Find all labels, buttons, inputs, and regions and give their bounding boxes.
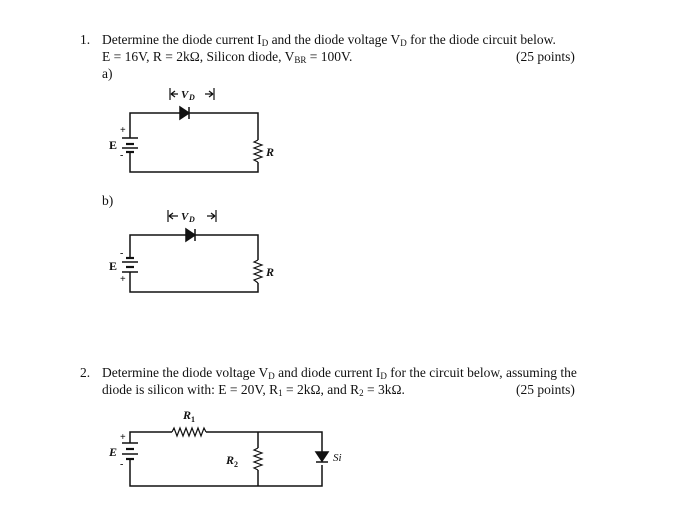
circuit-2-diode-icon — [316, 452, 328, 462]
problem2-sub-2: 2 — [359, 388, 364, 398]
circuit-1b-wire — [130, 235, 258, 292]
circuit-2-label-e: E — [109, 445, 118, 459]
circuit-1b-label-e: E — [109, 259, 118, 273]
circuit-2-label-si: Si — [333, 452, 342, 464]
problem1-points: (25 points) — [516, 49, 575, 64]
circuit-2-minus: - — [120, 459, 124, 470]
problem1-givens-text-b: = 100V. — [306, 49, 353, 64]
circuit-1a-resistor-icon — [254, 140, 262, 162]
problem1-statement-text-c: for the diode circuit below. — [406, 32, 556, 47]
circuit-1b-plus: + — [120, 274, 126, 285]
problem2-givens-text-b: = 2kΩ, and R — [282, 382, 360, 397]
problem2-sub-d-2: D — [380, 371, 387, 381]
circuit-1b-label-vd: V — [181, 211, 189, 223]
circuit-2-label-r1: R — [183, 408, 192, 422]
circuit-1b-diode-icon — [186, 229, 195, 241]
circuit-1a-minus: - — [120, 150, 124, 161]
problem1-sub-d-2: D — [400, 38, 407, 48]
circuit-2-label-r2-sub: 2 — [234, 460, 238, 469]
circuit-1b-resistor-icon — [254, 260, 262, 283]
circuit-2-r1-resistor-icon — [172, 428, 206, 436]
circuit-1a-label-vd: V — [181, 89, 189, 101]
circuit-2-label-r1-sub: 1 — [191, 415, 195, 424]
problem2-points: (25 points) — [516, 382, 575, 397]
circuit-1a-label-e: E — [109, 138, 118, 152]
problem2-sub-d-1: D — [268, 371, 275, 381]
circuit-2 — [122, 428, 328, 486]
problem1-number: 1. — [80, 32, 91, 47]
circuit-1a-plus: + — [120, 125, 126, 136]
problem1-sub-br: BR — [294, 55, 307, 65]
circuit-1a-wire — [130, 113, 258, 172]
circuit-1a-label-vd-sub: D — [189, 93, 195, 102]
problem2-statement-text-b: and diode current I — [274, 365, 381, 380]
problem1-statement-text-a: Determine the diode current I — [102, 32, 262, 47]
problem1-givens-text-a: E = 16V, R = 2kΩ, Silicon diode, V — [102, 49, 295, 64]
problem2-sub-1: 1 — [278, 388, 283, 398]
circuit-1b-minus: - — [120, 248, 124, 259]
problem1-part-b-label: b) — [102, 193, 114, 208]
circuit-2-label-r2: R — [226, 453, 235, 467]
circuit-1a-diode-icon — [180, 107, 189, 119]
problem2-statement-text-a: Determine the diode voltage V — [102, 365, 269, 380]
circuit-1b-label-vd-sub: D — [189, 215, 195, 224]
problem1-part-a-label: a) — [102, 66, 113, 81]
circuit-1a-label-r: R — [266, 145, 275, 159]
problem1-statement-text-b: and the diode voltage V — [268, 32, 401, 47]
circuit-2-r2-resistor-icon — [254, 448, 262, 470]
problem1-sub-d-1: D — [261, 38, 269, 48]
problem2-givens-text-a: diode is silicon with: E = 20V, R — [102, 382, 279, 397]
problem2-givens-text-c: = 3kΩ. — [363, 382, 405, 397]
circuit-2-plus: + — [120, 432, 126, 443]
problem2-number: 2. — [80, 365, 91, 380]
problem2-statement-text-c: for the circuit below, assuming the — [386, 365, 577, 380]
circuit-1b-label-r: R — [266, 265, 275, 279]
